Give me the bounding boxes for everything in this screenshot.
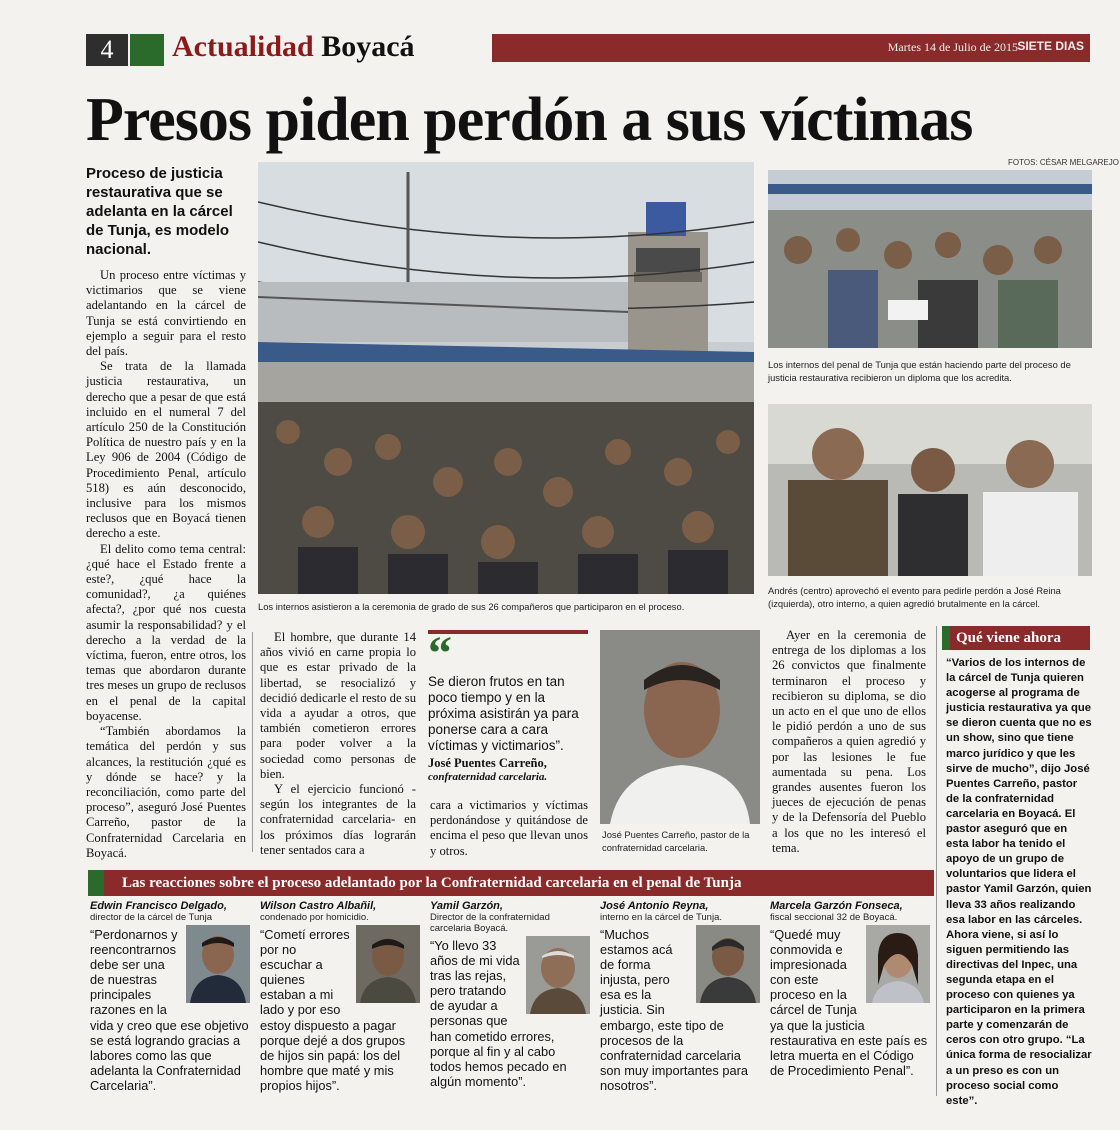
reaction-photo	[356, 925, 420, 1003]
reaction-photo	[866, 925, 930, 1003]
paragraph: Un proceso entre víctimas y victimarios que se viene adelantando en la cárcel de Tunja se está convirtiendo en ejemplo a seguir para el resto del país.	[86, 268, 246, 359]
main-photo-caption: Los internos asistieron a la ceremonia de grado de sus 26 compañeros que participaron en el proceso.	[258, 601, 685, 612]
photo-credit: FOTOS: CÉSAR MELGAREJO	[1008, 158, 1119, 167]
reaction-name: Wilson Castro Albañil,	[260, 900, 377, 912]
prison-ceremony-image	[258, 162, 754, 594]
headline: Presos piden perdón a sus víctimas	[86, 86, 973, 154]
quote-author: José Puentes Carreño,	[428, 756, 547, 770]
column-divider	[252, 632, 253, 852]
reaction-name: Edwin Francisco Delgado,	[90, 900, 227, 912]
pastor-portrait-image	[600, 630, 760, 824]
pull-quote	[428, 627, 588, 792]
sidebar-text: “Varios de los internos de la cárcel de Tunja quieren acogerse al programa de justicia restaurativa ya que se dieron cuenta que no es un show, sino que tiene marco jurídico y que les sirve de mucho”, dijo José Puentes Carreño, pastor de la confraternidad carcelaria en Boyacá. El pastor aseguró que en esta labor ha tenido el apoyo de un grupo de voluntarios que lidera el pastor Yamil Garzón, quien lleva 33 años realizando esa labor en las cárceles. Ahora viene, si así lo siguen permitiendo las directivas del Inpec, una segunda etapa en el proceso con quienes ya participaron en la primera parte y comenzarán de ceros con otro grupo. “La única forma de resocializar a un preso es con un proceso social como este”.	[946, 657, 1092, 1107]
reaction-text: “Muchos estamos acá de forma injusta, pero esa es la justicia. Sin embargo, este tipo de procesos de la confraternidad carcelaria son muy importantes para nosotros”.	[600, 927, 748, 1093]
reaction-text: “Perdonarnos y reencontrarnos debe ser una de nuestras principales razones en la vida y creo que ese objetivo se está logrando gracias a labores como las que adelanta la Confraternidad Carcelaria”.	[90, 927, 249, 1093]
reaction-role: director de la cárcel de Tunja	[90, 912, 212, 923]
diploma-photo-caption: Los internos del penal de Tunja que están haciendo parte del proceso de justicia restaurativa recibieron un diploma que los acredita.	[768, 359, 1071, 383]
article-column-5: Ayer en la ceremonia de entrega de los diplomas a los 26 convictos que finalmente terminaron el proceso y recibieron su diploma, se dio un acto en el que uno de ellos le pidió perdón a uno de sus compañeros a quien agredió y por las lesiones le fue aumentada su pena. Los grandes ausentes fueron los jueces de ejecución de penas y de la Defensoría del Pueblo a los que no les interesó el tema.	[772, 628, 926, 855]
reaction-role: fiscal seccional 32 de Boyacá.	[770, 912, 898, 923]
pastor-photo-caption: José Puentes Carreño, pastor de la confraternidad carcelaria.	[602, 829, 750, 853]
paragraph: El hombre, que durante 14 años vivió en carne propia lo que es estar privado de la libertad, se resocializó y decidió dedicarle el resto de su vida a ayudar a otros, que también cometieron errores para poder volver a la sociedad como personas de bien.	[260, 630, 416, 781]
section-title-part2: Boyacá	[321, 30, 415, 63]
reaction-name: Yamil Garzón,	[430, 900, 503, 912]
person-portrait-icon	[186, 925, 250, 1003]
reaction-item	[770, 900, 930, 1110]
header-bar	[492, 34, 1090, 62]
paragraph: El delito como tema central: ¿qué hace el Estado frente a este?, ¿qué hace la comunidad?, ¿a quiénes afecta?, ¿por qué nos cuesta asumir la responsabilidad? y el derecho a la verdad de la víctima, fueron, entre otros, los temas que abordaron durante tres meses un grupo de reclusos en el penal de la capital boyacense.	[86, 541, 246, 723]
person-portrait-icon	[356, 925, 420, 1003]
diploma-photo	[768, 170, 1092, 348]
article-column-3: cara a victimarios y víctimas perdonándose y quitándose de encima el peso que llevan unos y otros.	[430, 798, 588, 858]
section-title-part1: Actualidad	[172, 30, 314, 63]
reaction-role: Director de la confraternidad carcelaria Boyacá.	[430, 912, 550, 934]
paragraph: Se trata de la llamada justicia restaurativa, un derecho que a pesar de que está incluido en el numeral 7 del artículo 250 de la Constitución Política de nuestro país y en la Ley 906 de 2004 (Código de Procedimiento Penal, artículo 518) es aún desconocido, inclusive para los mismos reclusos que en Boyacá tienen derecho a este.	[86, 359, 246, 541]
person-portrait-icon	[696, 925, 760, 1003]
sidebar-accent	[942, 626, 950, 650]
reaction-photo	[526, 936, 590, 1014]
reaction-photo	[696, 925, 760, 1003]
reactions-accent	[88, 870, 104, 896]
paragraph: “También abordamos la temática del perdón y sus alcances, la restitución ¿qué es y dónde se hace? y la reconciliación, como parte del proceso”, aseguró José Puentes Carreño, pastor de la Confraternidad Carcelaria en Boyacá.	[86, 724, 246, 860]
issue-date: Martes 14 de Julio de 2015	[887, 40, 1018, 54]
reaction-text: “Quedé muy conmovida e impresionada con este proceso en la cárcel de Tunja ya que la justicia restaurativa en este país es letra muerta en el Código de Procedimiento Penal”.	[770, 927, 928, 1078]
reaction-photo	[186, 925, 250, 1003]
column-divider	[936, 626, 937, 1096]
quote-role: confraternidad carcelaria.	[428, 771, 548, 783]
reactions-title: Las reacciones sobre el proceso adelantado por la Confraternidad carcelaria en el penal de Tunja	[88, 870, 934, 896]
reaction-item	[90, 900, 250, 1110]
reaction-text: “Cometí errores por no escuchar a quienes estaban a mi lado y por eso estoy dispuesto a pagar porque dejé a dos grupos de hijos sin papá: los del hombre que maté y mis propios hijos”.	[260, 927, 406, 1093]
reaction-item	[600, 900, 760, 1110]
reaction-name: José Antonio Reyna,	[600, 900, 709, 912]
section-title	[172, 30, 415, 64]
reaction-role: interno en la cárcel de Tunja.	[600, 912, 722, 923]
reaction-item	[430, 900, 590, 1110]
main-photo	[258, 162, 754, 594]
reaction-name: Marcela Garzón Fonseca,	[770, 900, 903, 912]
andres-photo	[768, 404, 1092, 576]
sidebar-title: Qué viene ahora	[942, 626, 1090, 650]
article-column-1	[86, 268, 246, 861]
quote-text: Se dieron frutos en tan poco tiempo y en la próxima asistirán ya para ponerse cara a cara víctimas y victimarios”.	[428, 674, 579, 753]
page-number: 4	[86, 34, 128, 66]
person-portrait-icon	[526, 936, 590, 1014]
reaction-item	[260, 900, 420, 1110]
reaction-role: condenado por homicidio.	[260, 912, 369, 923]
page-number-accent	[130, 34, 164, 66]
pastor-photo	[600, 630, 760, 824]
article-column-2	[260, 630, 416, 858]
person-portrait-icon	[866, 925, 930, 1003]
reaction-text: “Yo llevo 33 años de mi vida tras las rejas, pero tratando de ayudar a personas que han cometido errores, porque al fin y al cabo todos hemos pecado en algún momento”.	[430, 938, 567, 1089]
subhead: Proceso de justicia restaurativa que se adelanta en la cárcel de Tunja, es modelo nacional.	[86, 165, 233, 258]
brand-logo: SIETE DIAS	[1017, 39, 1084, 53]
diploma-ceremony-image	[768, 170, 1092, 348]
quote-mark-icon: “	[428, 627, 452, 680]
apology-image	[768, 404, 1092, 576]
paragraph: Y el ejercicio funcionó -según los integrantes de la confraternidad carcelaria- en los próximos días lograrán tener sentados cara a	[260, 782, 416, 857]
andres-photo-caption: Andrés (centro) aprovechó el evento para pedirle perdón a José Reina (izquierda), otro interno, a quien agredió brutalmente en la cárcel.	[768, 585, 1061, 609]
